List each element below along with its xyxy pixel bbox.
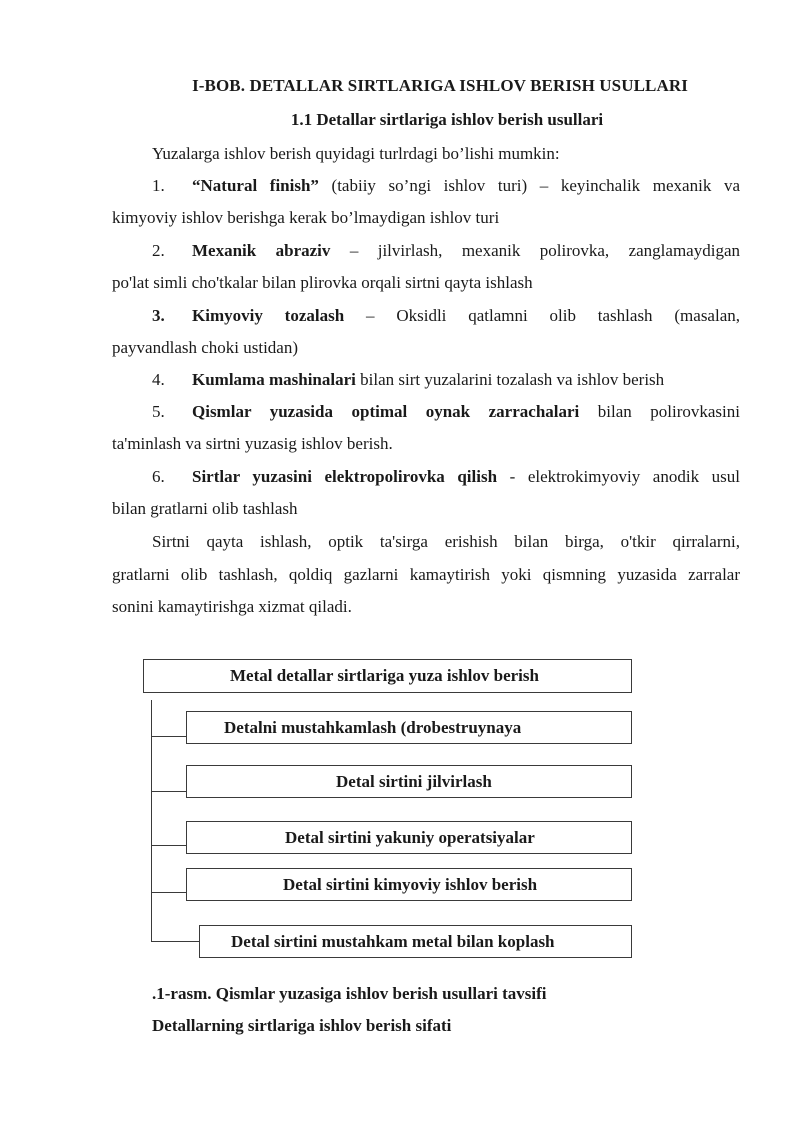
list-item-3-cont: payvandlash choki ustidan) xyxy=(112,338,299,357)
paragraph-line-3: sonini kamaytirishga xizmat qiladi. xyxy=(112,597,352,616)
item-number: 2. xyxy=(152,241,165,260)
list-item-1-cont: kimyoviy ishlov berishga kerak bo’lmaydigan ishlov turi xyxy=(112,208,500,227)
item-term: Kimyoviy tozalash xyxy=(192,306,345,325)
list-item-1 xyxy=(152,176,740,196)
list-item-4 xyxy=(152,370,740,390)
chapter-heading: I-BOB. DETALLAR SIRTLARIGA ISHLOV BERISH USULLARI xyxy=(192,76,688,95)
paragraph-line-2: gratlarni olib tashlash, qoldiq gazlarni kamaytirish yoki qismning yuzasida zarralar xyxy=(112,565,740,584)
diagram-root-box: Metal detallar sirtlariga yuza ishlov berish xyxy=(143,659,632,693)
item-number: 1. xyxy=(152,176,165,195)
diagram-child-box-4: Detal sirtini kimyoviy ishlov berish xyxy=(186,868,632,901)
list-item-5 xyxy=(152,402,740,422)
list-item-3 xyxy=(152,306,740,326)
item-number: 3. xyxy=(152,306,165,325)
item-term: Mexanik abraziv xyxy=(192,241,331,260)
diagram-connector xyxy=(151,791,186,792)
item-text: – Oksidli qatlamni olib tashlash (masalan, xyxy=(344,306,740,325)
diagram-child-box-3: Detal sirtini yakuniy operatsiyalar xyxy=(186,821,632,854)
intro-text: Yuzalarga ishlov berish quyidagi turlrdagi bo’lishi mumkin: xyxy=(152,144,560,163)
item-text: (tabiiy so’ngi ishlov turi) – keyinchalik mexanik va xyxy=(318,176,740,195)
diagram-child-box-5: Detal sirtini mustahkam metal bilan koplash xyxy=(199,925,632,958)
list-item-5-cont: ta'minlash va sirtni yuzasig ishlov berish. xyxy=(112,434,393,453)
list-item-2 xyxy=(152,241,740,261)
list-item-6 xyxy=(152,467,740,487)
section-heading: 1.1 Detallar sirtlariga ishlov berish usullari xyxy=(290,110,604,129)
list-item-6-cont: bilan gratlarni olib tashlash xyxy=(112,499,298,518)
item-text: bilan sirt yuzalarini tozalash va ishlov berish xyxy=(355,370,665,389)
list-item-2-cont: po'lat simli cho'tkalar bilan plirovka orqali sirtni qayta ishlash xyxy=(112,273,533,292)
item-term: “Natural finish” xyxy=(192,176,319,195)
figure-caption: .1-rasm. Qismlar yuzasiga ishlov berish usullari tavsifi xyxy=(152,984,547,1003)
item-text: – jilvirlash, mexanik polirovka, zanglamaydigan xyxy=(330,241,740,260)
diagram-connector xyxy=(151,941,199,942)
diagram-connector xyxy=(151,736,186,737)
paragraph-line-1: Sirtni qayta ishlash, optik ta'sirga erishish bilan birga, o'tkir qirralarni, xyxy=(152,532,740,551)
item-term: Sirtlar yuzasini elektropolirovka qilish xyxy=(192,467,498,486)
section-title: Detallarning sirtlariga ishlov berish sifati xyxy=(152,1016,452,1035)
diagram-child-box-2: Detal sirtini jilvirlash xyxy=(186,765,632,798)
item-number: 5. xyxy=(152,402,165,421)
diagram-connector xyxy=(151,845,186,846)
item-number: 4. xyxy=(152,370,165,389)
item-text: bilan polirovkasini xyxy=(579,402,740,421)
item-term: Kumlama mashinalari xyxy=(192,370,356,389)
diagram-connector xyxy=(151,892,186,893)
item-number: 6. xyxy=(152,467,165,486)
item-text: - elektrokimyoviy anodik usul xyxy=(497,467,740,486)
item-term: Qismlar yuzasida optimal oynak zarrachalari xyxy=(192,402,580,421)
diagram-child-box-1: Detalni mustahkamlash (drobestruynaya xyxy=(186,711,632,744)
